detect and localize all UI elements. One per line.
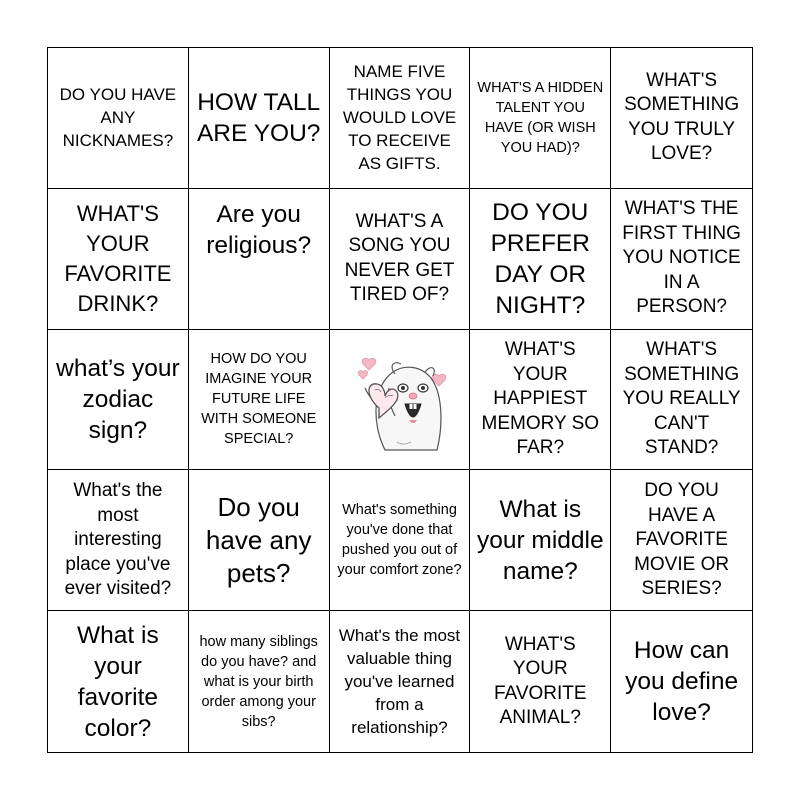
cell-text: How can you define love? xyxy=(625,637,739,727)
bingo-cell[interactable] xyxy=(611,189,752,330)
bingo-cell[interactable] xyxy=(611,330,752,471)
bingo-cell[interactable] xyxy=(48,48,189,189)
cell-text: WHAT'S THE FIRST THING YOU NOTICE IN A PERSON? xyxy=(622,198,741,318)
bingo-cell[interactable] xyxy=(611,470,752,611)
cell-text: DO YOU HAVE ANY NICKNAMES? xyxy=(59,85,177,151)
bingo-cell[interactable] xyxy=(470,189,611,330)
cell-text: What's something you've done that pushed you out of your comfort zone? xyxy=(337,502,462,579)
cell-text: What's the most valuable thing you've learned from a relationship? xyxy=(338,626,461,738)
cell-text: HOW TALL ARE YOU? xyxy=(196,88,321,147)
bingo-cell[interactable] xyxy=(611,48,752,189)
cell-text: how many siblings do you have? and what is your birth order among your sibs? xyxy=(199,633,318,730)
bingo-cell[interactable] xyxy=(611,611,752,752)
hamster-heart-hands-icon xyxy=(339,342,459,456)
bingo-cell[interactable] xyxy=(330,470,471,611)
bingo-cell[interactable] xyxy=(189,470,330,611)
bingo-cell[interactable] xyxy=(189,189,330,330)
free-space[interactable] xyxy=(330,330,471,471)
cell-text: WHAT'S A SONG YOU NEVER GET TIRED OF? xyxy=(344,210,455,306)
cell-text: WHAT'S A HIDDEN TALENT YOU HAVE (OR WISH YOU HAD)? xyxy=(477,79,604,156)
cell-text: what’s your zodiac sign? xyxy=(56,354,180,444)
bingo-cell[interactable] xyxy=(189,48,330,189)
cell-text: WHAT'S SOMETHING YOU REALLY CAN'T STAND? xyxy=(622,339,741,459)
bingo-cell[interactable] xyxy=(470,611,611,752)
cell-text: What is your middle name? xyxy=(476,495,604,585)
cell-text: WHAT'S SOMETHING YOU TRULY LOVE? xyxy=(624,69,740,165)
bingo-cell[interactable] xyxy=(470,48,611,189)
bingo-cell[interactable] xyxy=(189,330,330,471)
bingo-cell[interactable] xyxy=(330,48,471,189)
bingo-cell[interactable] xyxy=(48,330,189,471)
bingo-cell[interactable] xyxy=(330,611,471,752)
cell-text: DO YOU HAVE A FAVORITE MOVIE OR SERIES? xyxy=(634,480,730,600)
cell-text: DO YOU PREFER DAY OR NIGHT? xyxy=(490,198,590,319)
cell-text: WHAT'S YOUR FAVORITE DRINK? xyxy=(64,200,172,316)
bingo-cell[interactable] xyxy=(48,470,189,611)
cell-text: Are you religious? xyxy=(206,200,312,259)
bingo-cell[interactable] xyxy=(48,611,189,752)
bingo-cell[interactable] xyxy=(48,189,189,330)
cell-text: What is your favorite color? xyxy=(77,621,159,742)
cell-text: WHAT'S YOUR FAVORITE ANIMAL? xyxy=(494,633,587,729)
cell-text: Do you have any pets? xyxy=(205,491,312,588)
bingo-cell[interactable] xyxy=(189,611,330,752)
cell-text: WHAT'S YOUR HAPPIEST MEMORY SO FAR? xyxy=(481,339,600,459)
bingo-board xyxy=(47,47,753,753)
cell-text: NAME FIVE THINGS YOU WOULD LOVE TO RECEIVE AS GIFTS. xyxy=(342,62,457,174)
cell-text: What's the most interesting place you've ever visited? xyxy=(64,480,172,600)
cell-text: HOW DO YOU IMAGINE YOUR FUTURE LIFE WITH SOMEONE SPECIAL? xyxy=(201,351,317,448)
bingo-cell[interactable] xyxy=(330,189,471,330)
bingo-cell[interactable] xyxy=(470,330,611,471)
bingo-cell[interactable] xyxy=(470,470,611,611)
